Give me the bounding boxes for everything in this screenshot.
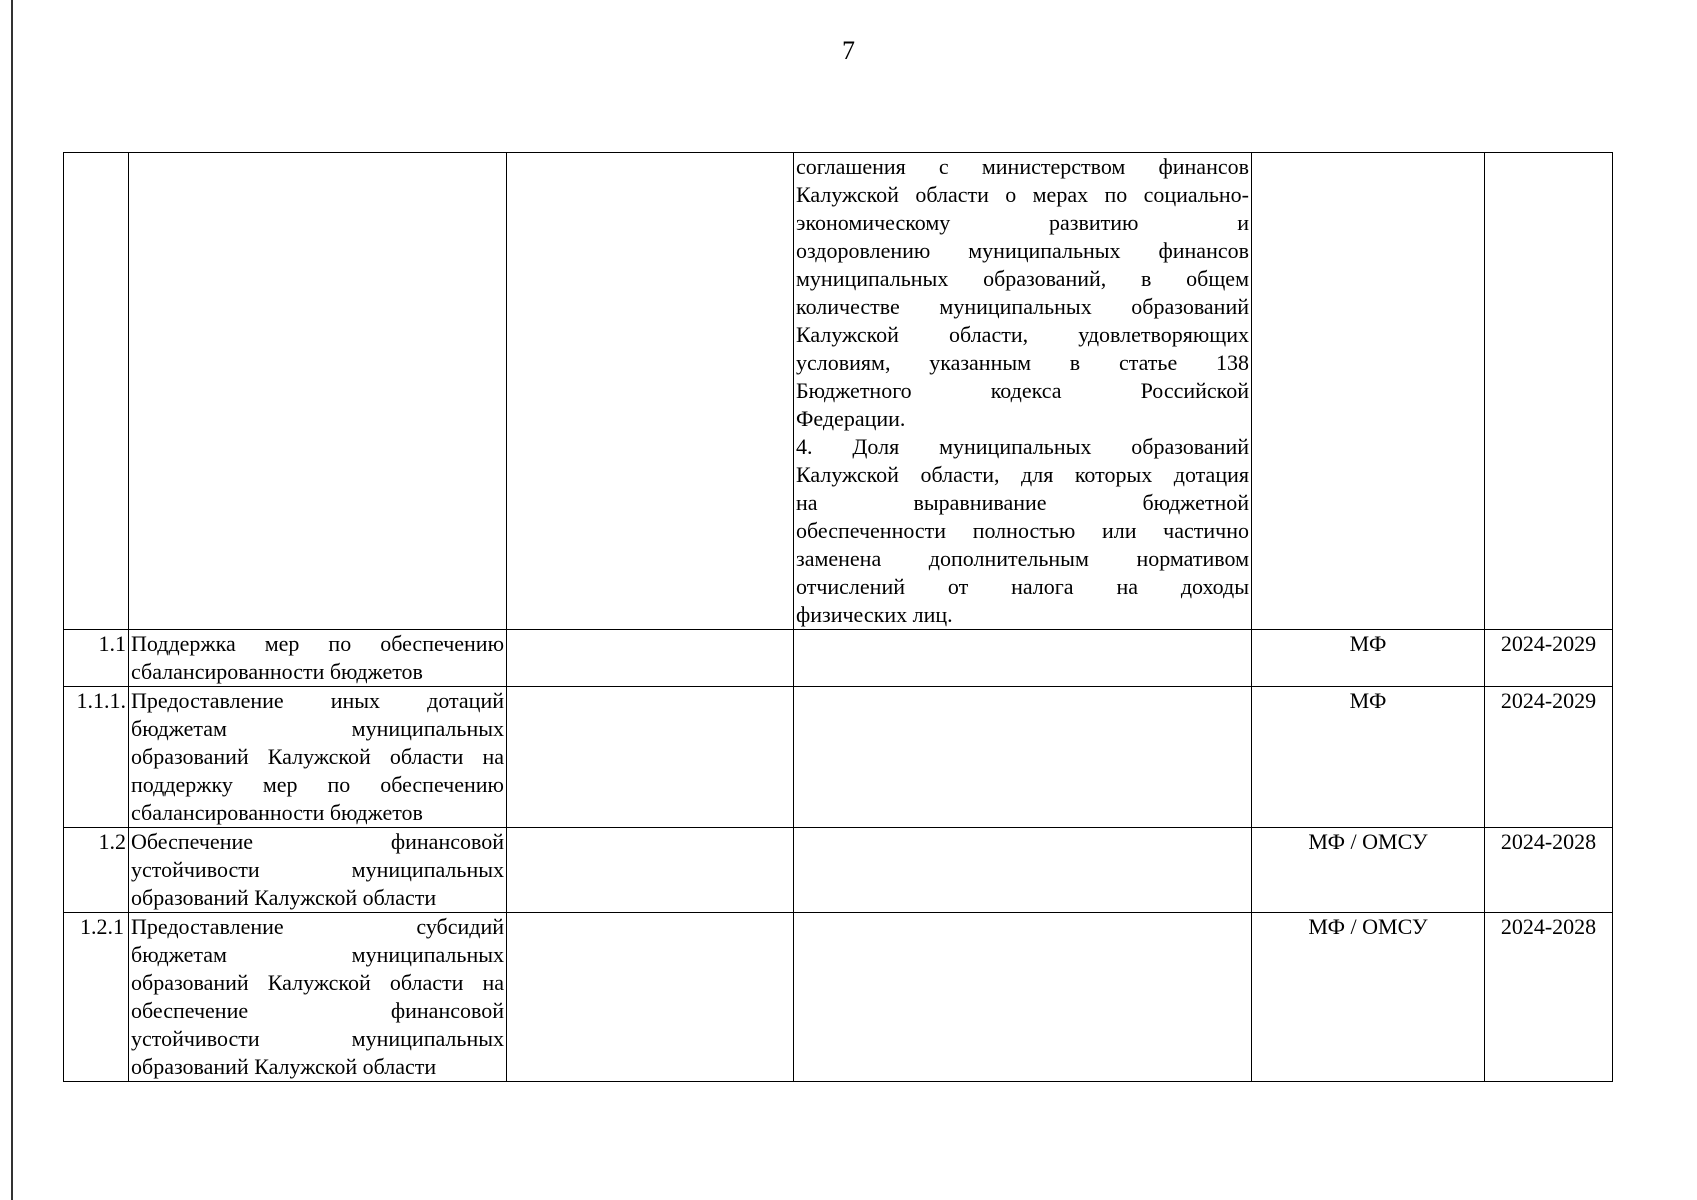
name-line: поддержку мер по обеспечению bbox=[131, 772, 504, 797]
cell-num: 1.1 bbox=[64, 630, 129, 687]
indicator-line: Федерации. bbox=[796, 406, 906, 431]
cell-indicators bbox=[794, 630, 1252, 687]
page-left-edge bbox=[11, 0, 13, 1200]
indicator-line: обеспеченности полностью или частично bbox=[796, 518, 1249, 543]
indicator-line: физических лиц. bbox=[796, 602, 953, 627]
name-line: Предоставление субсидий bbox=[131, 914, 504, 939]
table-row bbox=[64, 630, 1613, 687]
name-line: обеспечение финансовой bbox=[131, 998, 504, 1023]
cell-period bbox=[1485, 153, 1613, 630]
indicator-line: заменена дополнительным нормативом bbox=[796, 546, 1249, 571]
name-line: Предоставление иных дотаций bbox=[131, 688, 504, 713]
table-row bbox=[64, 913, 1613, 1082]
name-line: бюджетам муниципальных bbox=[131, 716, 504, 741]
cell-period: 2024-2028 bbox=[1485, 913, 1613, 1082]
page-number: 7 bbox=[842, 36, 855, 65]
indicator-line: Бюджетного кодекса Российской bbox=[796, 378, 1249, 403]
cell-executor bbox=[1252, 153, 1485, 630]
cell-name bbox=[129, 687, 507, 828]
indicator-line: Калужской области, для которых дотация bbox=[796, 462, 1249, 487]
cell-name bbox=[129, 828, 507, 913]
program-table bbox=[63, 152, 1613, 1082]
name-line: бюджетам муниципальных bbox=[131, 942, 504, 967]
indicator-line: условиям, указанным в статье 138 bbox=[796, 350, 1249, 375]
name-line: Поддержка мер по обеспечению bbox=[131, 631, 504, 656]
indicator-line: Калужской области, удовлетворяющих bbox=[796, 322, 1249, 347]
cell-num bbox=[64, 153, 129, 630]
indicator-line: экономическому развитию и bbox=[796, 210, 1249, 235]
cell-executor: МФ bbox=[1252, 630, 1485, 687]
table-row-continuation bbox=[64, 153, 1613, 630]
cell-name bbox=[129, 630, 507, 687]
cell-period: 2024-2029 bbox=[1485, 630, 1613, 687]
cell-empty bbox=[507, 687, 794, 828]
indicator-line: Калужской области о мерах по социально- bbox=[796, 182, 1249, 207]
indicator-line: 4. Доля муниципальных образований bbox=[796, 434, 1249, 459]
cell-empty bbox=[507, 828, 794, 913]
name-line: устойчивости муниципальных bbox=[131, 1026, 504, 1051]
name-line: образований Калужской области на bbox=[131, 970, 504, 995]
cell-executor: МФ bbox=[1252, 687, 1485, 828]
table-row bbox=[64, 687, 1613, 828]
indicator-line: муниципальных образований, в общем bbox=[796, 266, 1249, 291]
cell-indicators bbox=[794, 828, 1252, 913]
cell-executor: МФ / ОМСУ bbox=[1252, 913, 1485, 1082]
name-line: сбалансированности бюджетов bbox=[131, 800, 423, 825]
name-line: Обеспечение финансовой bbox=[131, 829, 504, 854]
indicator-line: отчислений от налога на доходы bbox=[796, 574, 1249, 599]
name-line: образований Калужской области bbox=[131, 885, 437, 910]
name-line: образований Калужской области bbox=[131, 1054, 437, 1079]
name-line: образований Калужской области на bbox=[131, 744, 504, 769]
indicator-line: количестве муниципальных образований bbox=[796, 294, 1249, 319]
cell-indicators bbox=[794, 687, 1252, 828]
cell-empty bbox=[507, 153, 794, 630]
table-row bbox=[64, 828, 1613, 913]
cell-executor: МФ / ОМСУ bbox=[1252, 828, 1485, 913]
cell-empty bbox=[507, 913, 794, 1082]
cell-name bbox=[129, 153, 507, 630]
cell-indicators bbox=[794, 913, 1252, 1082]
cell-num: 1.2.1 bbox=[64, 913, 129, 1082]
cell-num: 1.1.1. bbox=[64, 687, 129, 828]
indicator-line: на выравнивание бюджетной bbox=[796, 490, 1249, 515]
indicator-line: соглашения с министерством финансов bbox=[796, 154, 1249, 179]
name-line: сбалансированности бюджетов bbox=[131, 659, 423, 684]
name-line: устойчивости муниципальных bbox=[131, 857, 504, 882]
cell-name bbox=[129, 913, 507, 1082]
cell-period: 2024-2029 bbox=[1485, 687, 1613, 828]
cell-num: 1.2 bbox=[64, 828, 129, 913]
indicator-line: оздоровлению муниципальных финансов bbox=[796, 238, 1249, 263]
cell-indicators bbox=[794, 153, 1252, 630]
cell-period: 2024-2028 bbox=[1485, 828, 1613, 913]
cell-empty bbox=[507, 630, 794, 687]
